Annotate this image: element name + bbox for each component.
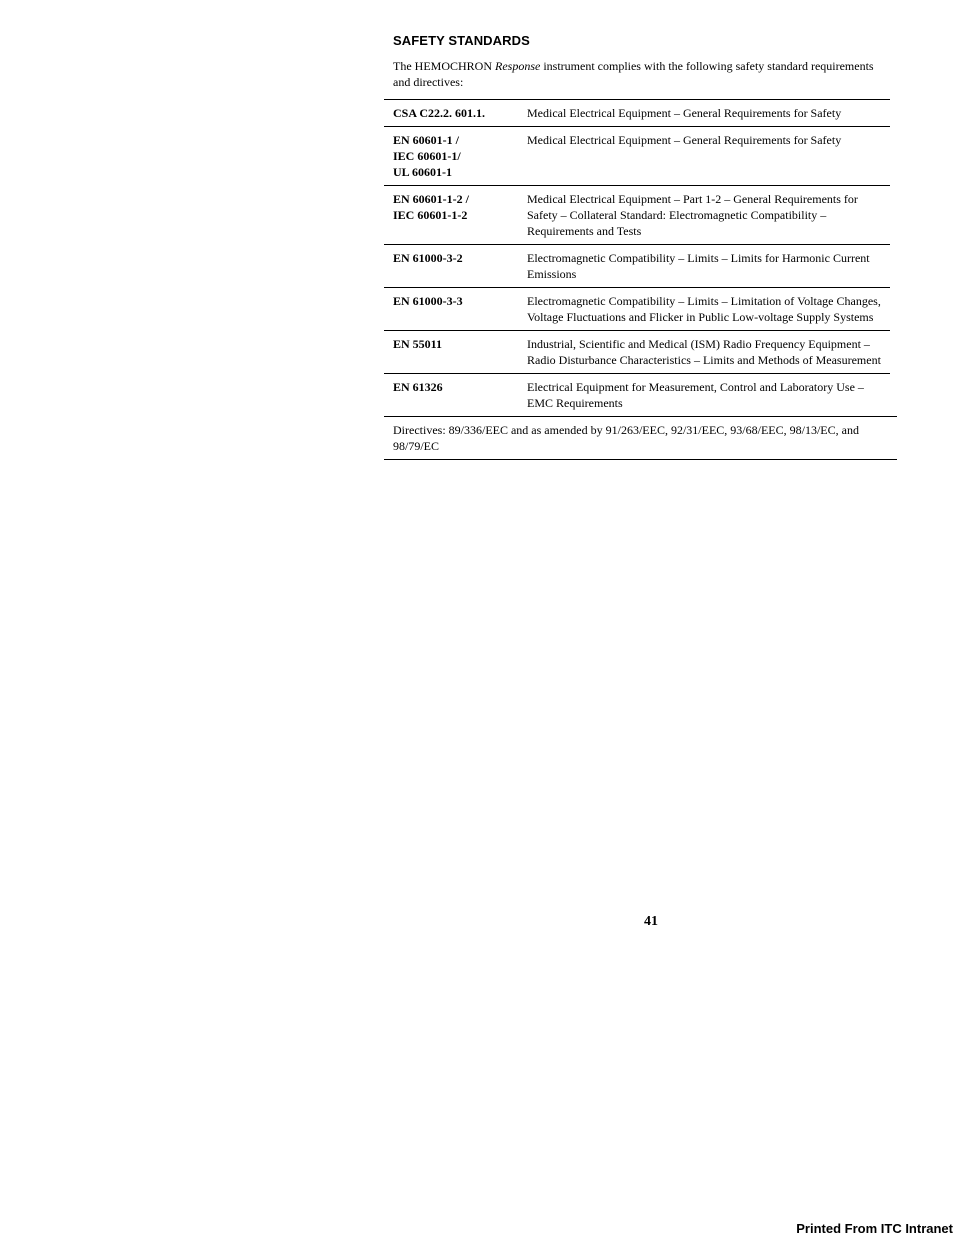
standard-code-line: EN 55011 (393, 337, 443, 351)
directives-note: Directives: 89/336/EEC and as amended by 91/263/EEC, 92/31/EEC, 93/68/EEC, 98/13/EC, and 98/79/EC (384, 416, 897, 460)
standards-table (384, 99, 890, 416)
table-row (384, 331, 890, 374)
standard-description: Electrical Equipment for Measurement, Control and Laboratory Use – EMC Requirements (518, 374, 890, 417)
standard-code-line: IEC 60601-1/ (393, 149, 461, 163)
standard-code-line: EN 60601-1 / (393, 133, 459, 147)
standard-description: Industrial, Scientific and Medical (ISM) Radio Frequency Equipment – Radio Disturbance Characteristics – Limits and Methods of Measurement (518, 331, 890, 374)
standard-code (384, 331, 518, 374)
table-row (384, 127, 890, 186)
standard-code (384, 288, 518, 331)
standard-code (384, 245, 518, 288)
intro-product-name: Response (495, 59, 541, 73)
standard-code (384, 186, 518, 245)
standard-code (384, 100, 518, 127)
safety-standards-section (384, 33, 896, 460)
standard-code-line: EN 61326 (393, 380, 443, 394)
section-title: SAFETY STANDARDS (393, 33, 530, 48)
table-row (384, 186, 890, 245)
standard-code-line: EN 60601-1-2 / (393, 192, 469, 206)
standard-description: Medical Electrical Equipment – Part 1-2 – General Requirements for Safety – Collateral Standard: Electromagnetic Compatibility – Requirements and Tests (518, 186, 890, 245)
print-footer: Printed From ITC Intranet (796, 1221, 953, 1236)
standard-code (384, 374, 518, 417)
intro-paragraph (393, 58, 893, 90)
standard-code-line: IEC 60601-1-2 (393, 208, 468, 222)
table-row (384, 374, 890, 417)
intro-prefix: The HEMOCHRON (393, 59, 495, 73)
table-row (384, 288, 890, 331)
standard-description: Medical Electrical Equipment – General Requirements for Safety (518, 100, 890, 127)
standard-code-line: UL 60601-1 (393, 165, 453, 179)
standard-code-line: EN 61000-3-3 (393, 294, 463, 308)
intro-suffix: instrument complies with the following safety standard requirements and directives: (393, 59, 874, 89)
standard-description: Electromagnetic Compatibility – Limits – Limits for Harmonic Current Emissions (518, 245, 890, 288)
standard-code (384, 127, 518, 186)
table-row (384, 100, 890, 127)
standard-code-line: EN 61000-3-2 (393, 251, 463, 265)
standard-code-line: CSA C22.2. 601.1. (393, 106, 486, 120)
standard-description: Electromagnetic Compatibility – Limits – Limitation of Voltage Changes, Voltage Fluctuations and Flicker in Public Low-voltage Supply Systems (518, 288, 890, 331)
table-row (384, 245, 890, 288)
page-number: 41 (644, 914, 658, 929)
standard-description: Medical Electrical Equipment – General Requirements for Safety (518, 127, 890, 186)
